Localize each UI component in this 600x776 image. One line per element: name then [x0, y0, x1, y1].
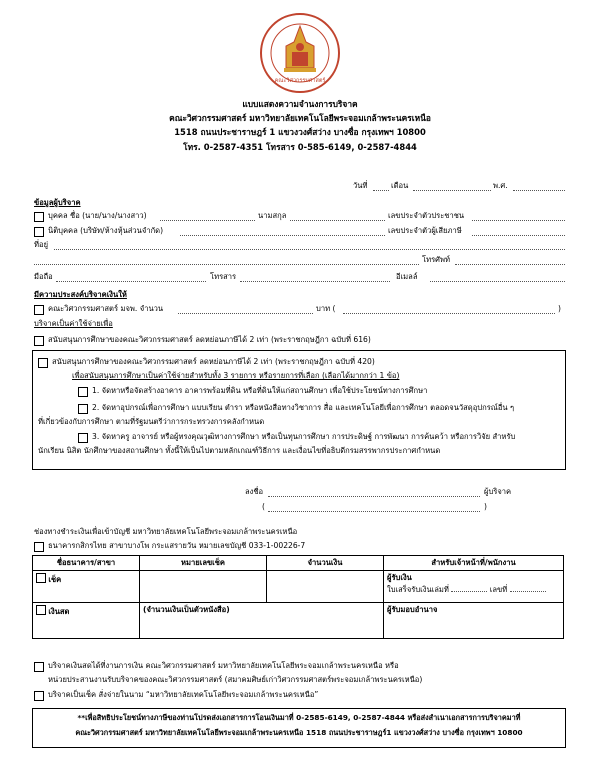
authorized-cell	[384, 603, 564, 639]
receipt-book-field[interactable]	[451, 591, 487, 592]
receipt-label: ใบเสร็จรับเงินเล่มที่	[387, 585, 449, 594]
cash-label: เงินสด	[48, 607, 70, 616]
payment-heading: ช่องทางชำระเงินเพื่อเข้าบัญชี มหาวิทยาลัยเทคโนโลยีพระจอมเกล้าพระนครเหนือ	[34, 527, 298, 536]
tax-note-2: คณะวิศวกรรมศาสตร์ มหาวิทยาลัยเทคโนโลยีพระจอมเกล้าพระนครเหนือ 1518 ถนนประชาราษฎร์1 แขวงวงศ์สว่าง บางซื่อ กรุงเทพฯ 10800	[75, 728, 523, 737]
juristic-checkbox[interactable]	[34, 227, 44, 237]
person-name-field[interactable]	[160, 220, 255, 221]
logo-text: คณะวิศวกรรมศาสตร์	[274, 78, 326, 84]
date-day-label: วันที่	[353, 181, 368, 190]
amount-words-cell[interactable]	[140, 603, 384, 639]
amount-words-label: (จำนวนเงินเป็นตัวหนังสือ)	[143, 605, 230, 614]
amount-words-field[interactable]	[343, 313, 555, 314]
cheque-cell	[33, 571, 140, 603]
footer-line-3: บริจาคเป็นเช็ค สั่งจ่ายในนาม “มหาวิทยาลัยเทคโนโลยีพระจอมเกล้าพระนครเหนือ”	[48, 690, 319, 699]
purpose-420-label: สนับสนุนการศึกษาของคณะวิศวกรรมศาสตร์ ลดหย่อนภาษีได้ 2 เท่า (พระราชกฤษฎีกา ฉบับที่ 420)	[52, 357, 375, 366]
surname-field[interactable]	[290, 220, 385, 221]
receipt-no-label: เลขที่	[489, 585, 508, 594]
email-field[interactable]	[430, 281, 565, 282]
date-year-field[interactable]	[513, 190, 565, 191]
col-amount: จำนวนเงิน	[267, 556, 384, 571]
sub3-label-a: 3. จัดหาครู อาจารย์ หรือผู้ทรงคุณวุฒิทางการศึกษา หรือเป็นทุนการศึกษา การประดิษฐ์ การพัฒนา การค้นคว้า หรือการวิจัย สำหรับ	[92, 432, 516, 441]
col-staff: สำหรับเจ้าหน้าที่/พนักงาน	[384, 556, 564, 571]
authorized-label: ผู้รับมอบอำนาจ	[387, 605, 438, 614]
purpose-616-checkbox[interactable]	[34, 336, 44, 346]
tax-id-label: เลขประจำตัวผู้เสียภาษี	[388, 226, 462, 235]
sub3-label-b: นักเรียน นิสิต นักศึกษาของสถานศึกษา ทั้งนี้ให้เป็นไปตามหลักเกณฑ์วิธีการ และเงื่อนไขที่อธิบดีกรมสรรพากรประกาศกำหนด	[38, 446, 441, 455]
address-field-2[interactable]	[34, 264, 419, 265]
cheque-label: เช็ค	[48, 575, 62, 584]
id-card-field[interactable]	[472, 220, 565, 221]
address-field-1[interactable]	[54, 249, 565, 250]
org-name: คณะวิศวกรรมศาสตร์ มหาวิทยาลัยเทคโนโลยีพระจอมเกล้าพระนครเหนือ	[169, 113, 431, 123]
fax-field[interactable]	[240, 281, 390, 282]
org-address: 1518 ถนนประชาราษฎร์ 1 แขวงวงศ์สว่าง บางซื่อ กรุงเทพฯ 10800	[174, 127, 426, 137]
tax-note-1: **เพื่อสิทธิประโยชน์ทางภาษีของท่านโปรดส่งเอกสารการโอนเงินมาที่ 0-2585-6149, 0-2587-4844 หรือส่งสำเนาเอกสารการบริจาคมาที่	[77, 713, 521, 722]
date-day-field[interactable]	[373, 190, 389, 191]
signature-name-field[interactable]	[268, 511, 480, 512]
bank-label: ธนาคารกสิกรไทย สาขาบางโพ กระแสรายวัน หมายเลขบัญชี 033-1-00226-7	[48, 541, 306, 550]
receiver-label: ผู้รับเงิน	[387, 573, 412, 582]
sub1-checkbox[interactable]	[78, 387, 88, 397]
cash-checkbox[interactable]	[36, 605, 46, 615]
signature-field[interactable]	[268, 496, 480, 497]
cash-office-checkbox[interactable]	[34, 662, 44, 672]
footer-line-1: บริจาคเงินสดได้ที่งานการเงิน คณะวิศวกรรมศาสตร์ มหาวิทยาลัยเทคโนโลยีพระจอมเกล้าพระนครเหนือ หรือ	[48, 661, 399, 670]
sign-name-open: (	[262, 502, 265, 511]
address-label: ที่อยู่	[34, 240, 49, 249]
person-checkbox[interactable]	[34, 212, 44, 222]
mobile-field[interactable]	[56, 281, 206, 282]
donor-heading: ข้อมูลผู้บริจาค	[34, 198, 81, 207]
col-cheque-no: หมายเลขเช็ค	[140, 556, 267, 571]
donor-label: ผู้บริจาค	[484, 487, 512, 496]
id-card-label: เลขประจำตัวประชาชน	[388, 211, 465, 220]
cheque-checkbox[interactable]	[36, 573, 46, 583]
sub2-label-a: 2. จัดหาอุปกรณ์เพื่อการศึกษา แบบเรียน ตำรา หรือหนังสือทางวิชาการ สื่อ และเทคโนโลยีเพื่อการศึกษา ตลอดจนวัสดุอุปกรณ์อื่น ๆ	[92, 403, 515, 412]
col-bank: ชื่อธนาคาร/สาขา	[33, 556, 140, 571]
cheque-payee-checkbox[interactable]	[34, 691, 44, 701]
sub3-checkbox[interactable]	[78, 433, 88, 443]
date-month-field[interactable]	[413, 190, 491, 191]
faculty-logo	[259, 12, 341, 94]
mobile-label: มือถือ	[34, 272, 53, 281]
faculty-checkbox[interactable]	[34, 305, 44, 315]
footer-line-2: หน่วยประสานงานรับบริจาคของคณะวิศวกรรมศาสตร์ (สมาคมศิษย์เก่าวิศวกรรมศาสตร์พระจอมเกล้าพระนครเหนือ)	[48, 675, 423, 684]
fax-label: โทรสาร	[210, 272, 237, 281]
email-label: อีเมลล์	[396, 272, 418, 281]
form-title: แบบแสดงความจำนงการบริจาค	[242, 99, 358, 109]
purpose-420-checkbox[interactable]	[38, 358, 48, 368]
cheque-amount-cell[interactable]	[267, 571, 384, 603]
tax-id-field[interactable]	[472, 235, 565, 236]
receipt-no-field[interactable]	[510, 591, 546, 592]
cheque-no-cell[interactable]	[140, 571, 267, 603]
purpose-420-note: เพื่อสนับสนุนการศึกษาเป็นค่าใช้จ่ายสำหรับทั้ง 3 รายการ หรือรายการที่เลือก (เลือกได้มากกว่า 1 ข้อ)	[72, 371, 400, 380]
phone-label: โทรศัพท์	[422, 255, 450, 264]
sub2-checkbox[interactable]	[78, 404, 88, 414]
receiver-cell	[384, 571, 564, 603]
sign-name-close: )	[484, 502, 487, 511]
purpose-heading: บริจาคเป็นค่าใช้จ่ายเพื่อ	[34, 319, 113, 328]
sub1-label: 1. จัดหาหรือจัดสร้างอาคาร อาคารพร้อมที่ดิน หรือที่ดินให้แก่สถานศึกษา เพื่อใช้ประโยชน์ทางการศึกษา	[92, 386, 428, 395]
amount-field[interactable]	[178, 313, 313, 314]
baht-label: บาท (	[316, 304, 336, 313]
cash-cell	[33, 603, 140, 639]
sign-label: ลงชื่อ	[245, 487, 264, 496]
bank-checkbox[interactable]	[34, 542, 44, 552]
date-year-label: พ.ศ.	[493, 181, 508, 190]
purpose-616-label: สนับสนุนการศึกษาของคณะวิศวกรรมศาสตร์ ลดหย่อนภาษีได้ 2 เท่า (พระราชกฤษฎีกา ฉบับที่ 616)	[48, 335, 371, 344]
baht-close: )	[558, 304, 561, 313]
juristic-label: นิติบุคคล (บริษัท/ห้างหุ้นส่วนจำกัด)	[48, 226, 164, 235]
org-contact: โทร. 0-2587-4351 โทรสาร 0-585-6149, 0-2587-4844	[183, 142, 417, 152]
date-month-label: เดือน	[391, 181, 409, 190]
sub2-label-b: ที่เกี่ยวข้องกับการศึกษา ตามที่รัฐมนตรีว่าการกระทรวงการคลังกำหนด	[38, 417, 265, 426]
faculty-label: คณะวิศวกรรมศาสตร์ มจพ. จำนวน	[48, 304, 164, 313]
payment-table	[32, 555, 564, 639]
person-label: บุคคล ชื่อ (นาย/นาง/นางสาว)	[48, 211, 147, 220]
intent-heading: มีความประสงค์บริจาคเงินให้	[34, 290, 127, 299]
surname-label: นามสกุล	[258, 211, 287, 220]
juristic-name-field[interactable]	[180, 235, 385, 236]
phone-field[interactable]	[455, 264, 565, 265]
